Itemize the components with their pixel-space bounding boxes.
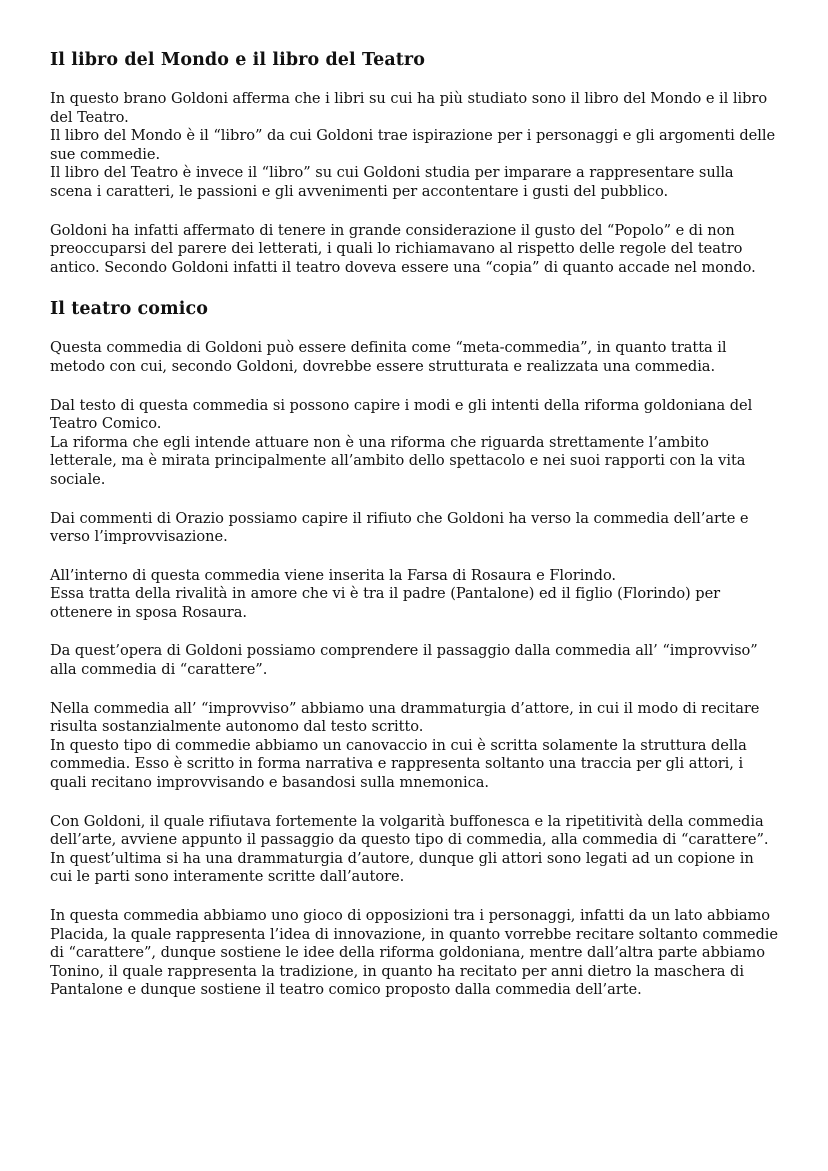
section-libro-del-mondo [50,48,780,277]
paragraph: Dal testo di questa commedia si possono capire i modi e gli intenti della riforma goldoniana del Teatro Comico. La riforma che egli intende attuare non è una riforma che riguarda strettamente l’ambito letterale, ma è mirata principalmente all’ambito dello spettacolo e nei suoi rapporti con la vita sociale. [50,396,753,488]
section-title: Il libro del Mondo e il libro del Teatro [50,50,426,70]
section-title: Il teatro comico [50,299,208,320]
section-teatro-comico [50,297,780,1000]
document-page [50,48,780,1020]
paragraph: In questa commedia abbiamo uno gioco di opposizioni tra i personaggi, infatti da un lato abbiamo Placida, la quale rappresenta l’idea di innovazione, in quanto vorrebbe recitare soltanto commedie di “carattere”, dunque sostiene le idee della riforma goldoniana, mentre dall’altra parte abbiamo Tonino, il quale rappresenta la tradizione, in quanto ha recitato per anni dietro la maschera di Pantalone e dunque sostiene il teatro comico proposto dalla commedia dell’arte. [50,907,778,999]
paragraph: Con Goldoni, il quale rifiutava fortemente la volgarità buffonesca e la ripetitività della commedia dell’arte, avviene appunto il passaggio da questo tipo di commedia, alla commedia di “carattere”. In quest’ultima si ha una drammaturgia d’autore, dunque gli attori sono legati ad un copione in cui le parti sono interamente scritte dall’autore. [50,812,769,886]
paragraph: Questa commedia di Goldoni può essere definita come “meta-commedia”, in quanto tratta il metodo con cui, secondo Goldoni, dovrebbe essere strutturata e realizzata una commedia. [50,339,727,375]
paragraph: Dai commenti di Orazio possiamo capire il rifiuto che Goldoni ha verso la commedia dell’arte e verso l’improvvisazione. [50,509,749,546]
paragraph: All’interno di questa commedia viene inserita la Farsa di Rosaura e Florindo. Essa tratta della rivalità in amore che vi è tra il padre (Pantalone) ed il figlio (Florindo) per ottenere in sposa Rosaura. [50,566,721,621]
paragraph: Nella commedia all’ “improvviso” abbiamo una drammaturgia d’attore, in cui il modo di recitare risulta sostanzialmente autonomo dal testo scritto. In questo tipo di commedie abbiamo un canovaccio in cui è scritta solamente la struttura della commedia. Esso è scritto in forma narrativa e rappresenta soltanto una traccia per gli attori, i quali recitano improvvisando e basandosi sulla mnemonica. [50,699,760,792]
paragraph: Da quest’opera di Goldoni possiamo comprendere il passaggio dalla commedia all’ “improvviso” alla commedia di “carattere”. [50,642,758,679]
paragraph: Goldoni ha infatti affermato di tenere in grande considerazione il gusto del “Popolo” e di non preoccuparsi del parere dei letterati, i quali lo richiamavano al rispetto delle regole del teatro antico. Secondo Goldoni infatti il teatro doveva essere una “copia” di quanto accade nel mondo. [50,221,756,276]
paragraph: In questo brano Goldoni afferma che i libri su cui ha più studiato sono il libro del Mondo e il libro del Teatro. Il libro del Mondo è il “libro” da cui Goldoni trae ispirazione per i personaggi e gli argomenti delle sue commedie. Il libro del Teatro è invece il “libro” su cui Goldoni studia per imparare a rappresentare sulla scena i caratteri, le passioni e gli avvenimenti per accontentare i gusti del pubblico. [50,90,776,200]
